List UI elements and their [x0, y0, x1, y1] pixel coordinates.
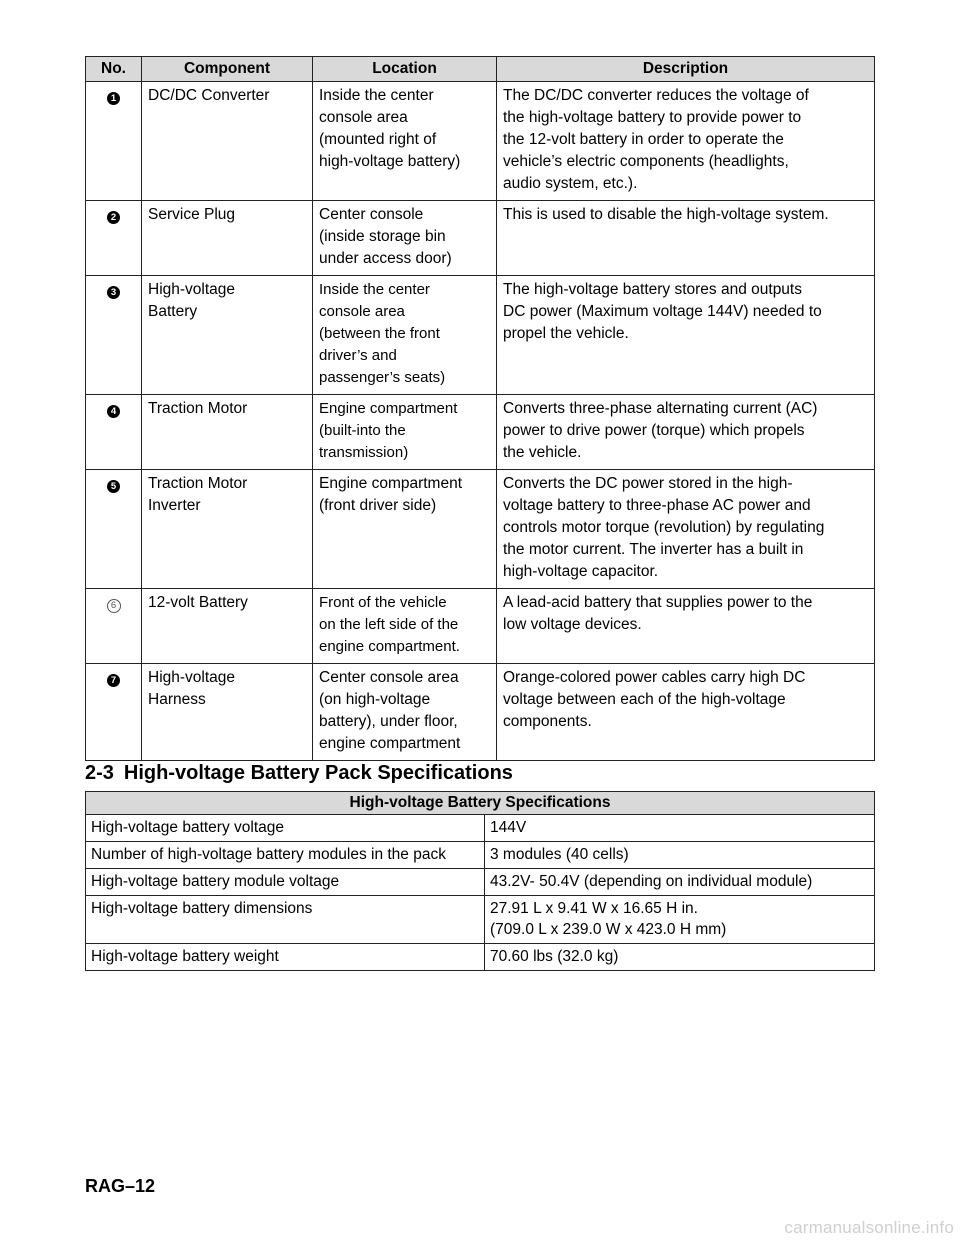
description-cell: The high-voltage battery stores and outputs DC power (Maximum voltage 144V) needed to propel the vehicle.	[497, 276, 875, 395]
location-cell: Center console area (on high-voltage battery), under floor, engine compartment	[313, 664, 497, 761]
table-row	[86, 869, 875, 896]
description-cell: This is used to disable the high-voltage system.	[497, 201, 875, 276]
description-cell: Converts three-phase alternating current (AC) power to drive power (torque) which propels the vehicle.	[497, 395, 875, 470]
row-number-cell	[86, 201, 142, 276]
number-badge-icon: 1	[107, 92, 120, 105]
location-cell: Inside the center console area (mounted right of high-voltage battery)	[313, 82, 497, 201]
table-row	[86, 276, 875, 395]
spec-label: High-voltage battery dimensions	[86, 896, 485, 944]
component-cell: Traction Motor	[142, 395, 313, 470]
component-cell: Traction Motor Inverter	[142, 470, 313, 589]
number-badge-icon: 3	[107, 286, 120, 299]
number-badge-icon: 5	[107, 480, 120, 493]
location-cell: Inside the center console area (between the front driver’s and passenger’s seats)	[313, 276, 497, 395]
spec-label: High-voltage battery module voltage	[86, 869, 485, 896]
watermark[interactable]: carmanualsonline.info	[784, 1218, 954, 1237]
spec-value: 43.2V- 50.4V (depending on individual module)	[485, 869, 875, 896]
section-heading	[85, 759, 513, 787]
header-component: Component	[142, 57, 313, 82]
spec-table-header: High-voltage Battery Specifications	[86, 792, 875, 815]
number-badge-icon: 2	[107, 211, 120, 224]
section-title: High-voltage Battery Pack Specifications	[123, 762, 513, 784]
header-description: Description	[497, 57, 875, 82]
description-cell: Orange-colored power cables carry high DC voltage between each of the high-voltage components.	[497, 664, 875, 761]
row-number-cell	[86, 589, 142, 664]
spec-value: 3 modules (40 cells)	[485, 842, 875, 869]
table-row	[86, 589, 875, 664]
number-badge-icon: 6	[107, 599, 121, 613]
spec-label: High-voltage battery voltage	[86, 815, 485, 842]
table-row	[86, 470, 875, 589]
number-badge-icon: 4	[107, 405, 120, 418]
spec-table	[85, 791, 875, 971]
table-row	[86, 896, 875, 944]
component-cell: 12-volt Battery	[142, 589, 313, 664]
spec-value: 70.60 lbs (32.0 kg)	[485, 944, 875, 971]
table-row	[86, 842, 875, 869]
row-number-cell	[86, 470, 142, 589]
description-cell: The DC/DC converter reduces the voltage of the high-voltage battery to provide power to the 12-volt battery in order to operate the vehicle’s electric components (headlights, audio system, etc.).	[497, 82, 875, 201]
table-row	[86, 664, 875, 761]
location-cell: Engine compartment (front driver side)	[313, 470, 497, 589]
location-cell: Center console (inside storage bin under access door)	[313, 201, 497, 276]
row-number-cell	[86, 82, 142, 201]
header-no: No.	[86, 57, 142, 82]
page-number: RAG–12	[85, 1176, 156, 1196]
description-cell: Converts the DC power stored in the high- voltage battery to three-phase AC power and controls motor torque (revolution) by regulating the motor current. The inverter has a built in high-voltage capacitor.	[497, 470, 875, 589]
component-cell: High-voltage Battery	[142, 276, 313, 395]
component-cell: High-voltage Harness	[142, 664, 313, 761]
table-row	[86, 944, 875, 971]
components-header-row	[86, 57, 875, 82]
spec-header-row	[86, 792, 875, 815]
component-cell: DC/DC Converter	[142, 82, 313, 201]
spec-value: 144V	[485, 815, 875, 842]
row-number-cell	[86, 395, 142, 470]
location-cell: Front of the vehicle on the left side of the engine compartment.	[313, 589, 497, 664]
table-row	[86, 395, 875, 470]
spec-value: 27.91 L x 9.41 W x 16.65 H in. (709.0 L x 239.0 W x 423.0 H mm)	[485, 896, 875, 944]
header-location: Location	[313, 57, 497, 82]
number-badge-icon: 7	[107, 674, 120, 687]
table-row	[86, 82, 875, 201]
spec-label: Number of high-voltage battery modules in the pack	[86, 842, 485, 869]
component-cell: Service Plug	[142, 201, 313, 276]
location-cell: Engine compartment (built-into the transmission)	[313, 395, 497, 470]
table-row	[86, 201, 875, 276]
spec-label: High-voltage battery weight	[86, 944, 485, 971]
table-row	[86, 815, 875, 842]
description-cell: A lead-acid battery that supplies power to the low voltage devices.	[497, 589, 875, 664]
row-number-cell	[86, 664, 142, 761]
components-table	[85, 56, 875, 761]
row-number-cell	[86, 276, 142, 395]
section-number: 2-3	[85, 762, 114, 784]
